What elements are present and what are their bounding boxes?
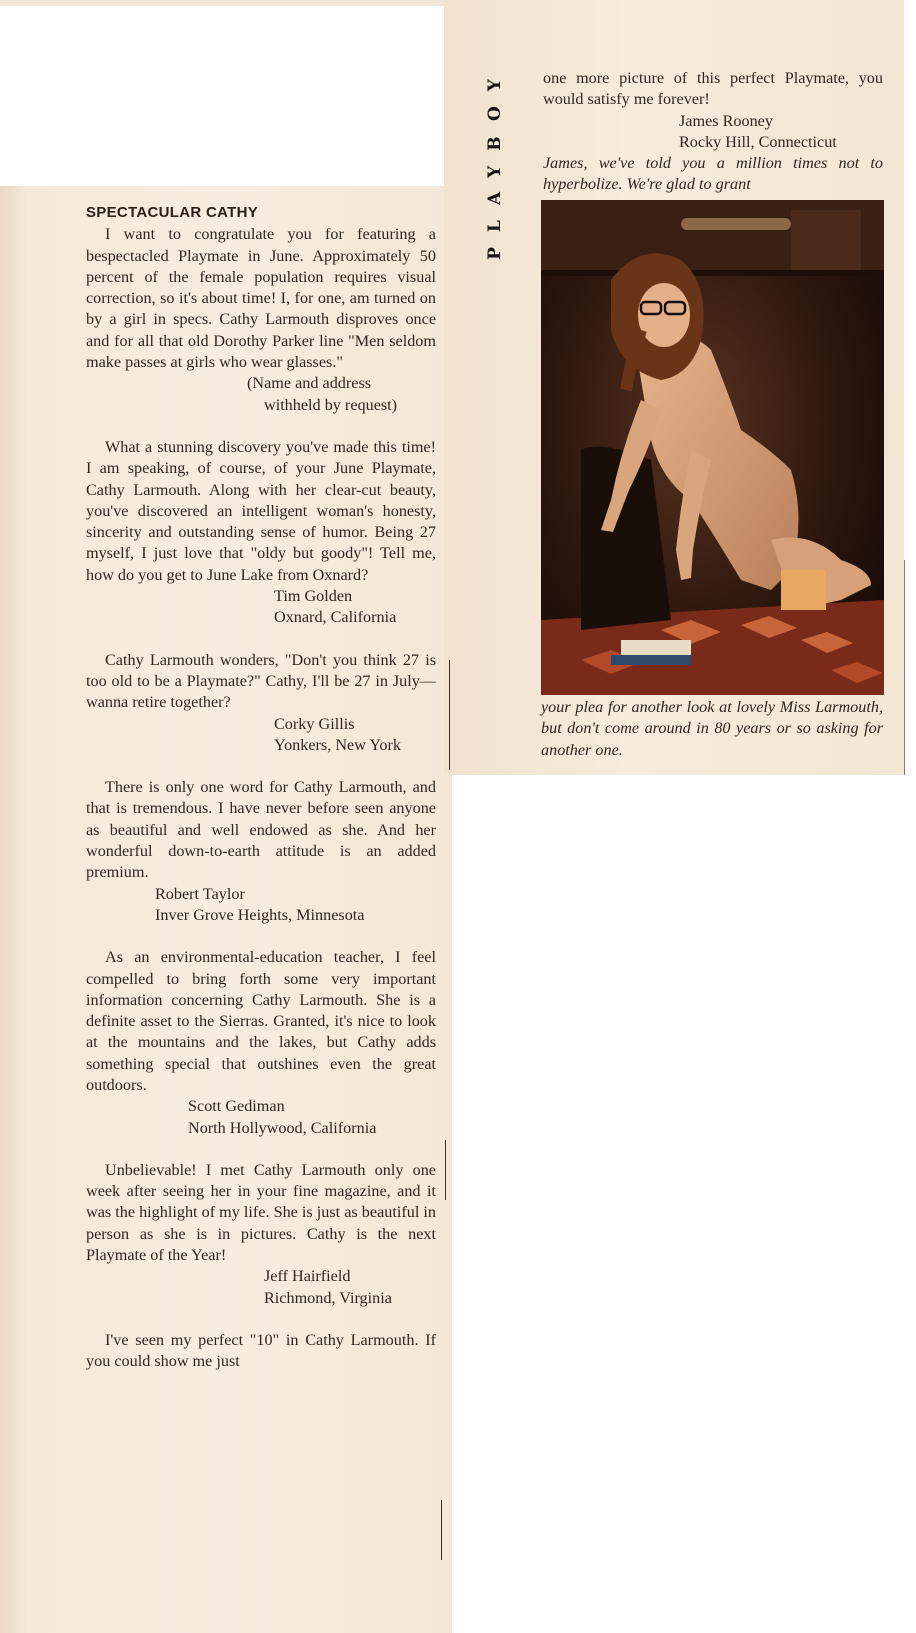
letter [86, 947, 436, 1139]
letter [86, 777, 436, 926]
column-rule [441, 1500, 442, 1560]
letter-body: Cathy Larmouth wonders, "Don't you think 27 is too old to be a Playmate?" Cathy, I'll be 27 in July—wanna retire together? [86, 650, 436, 712]
letter-body: What a stunning discovery you've made this time! I am speaking, of course, of your June Playmate, Cathy Larmouth. Along with her clear-cut beauty, you've discovered an intelligent woman's honesty, sincerity and outstanding sense of humor. Being 27 myself, I just love that "oldy but goody"! Tell me, how do you get to June Lake from Oxnard? [86, 437, 436, 584]
letters-column [86, 202, 436, 1373]
letter-signature-place: withheld by request) [264, 395, 398, 414]
letter-body: I've seen my perfect "10" in Cathy Larmouth. If you could show me just [86, 1330, 436, 1371]
letter-signature-name: (Name and address [247, 374, 372, 393]
letter-signature-name: Tim Golden [274, 587, 353, 606]
letter-signature-place: Inver Grove Heights, Minnesota [155, 905, 365, 924]
letter [86, 224, 436, 416]
letter-signature-name: Jeff Hairfield [264, 1267, 351, 1286]
page-edge-rule [904, 560, 905, 775]
section-heading: SPECTACULAR CATHY [86, 204, 259, 221]
letter-signature-place: Oxnard, California [274, 608, 397, 627]
letter [86, 1330, 436, 1373]
caption-text: your plea for another look at lovely Miss Larmouth, but don't come around in 80 years or so asking for another one. [541, 698, 883, 759]
letter-continuation [543, 68, 883, 196]
letter-body: There is only one word for Cathy Larmouth, and that is tremendous. I have never before seen anyone as beautiful and well endowed as she. And her wonderful down-to-earth attitude is an added premium. [86, 778, 436, 882]
letter-signature-name: James Rooney [679, 111, 773, 130]
letter-signature-place: North Hollywood, California [188, 1118, 377, 1137]
letter-signature-name: Robert Taylor [155, 884, 245, 903]
letter-signature-place: Richmond, Virginia [264, 1288, 392, 1307]
playmate-photo [541, 200, 884, 695]
letter [86, 437, 436, 629]
letter [86, 650, 436, 756]
letter-body: I want to congratulate you for featuring a bespectacled Playmate in June. Approximately 50 percent of the female population requires visual correction, so it's about time! I, for one, am turned on by a girl in specs. Cathy Larmouth disproves once and for all that old Dorothy Parker line "Men seldom make passes at girls who wear glasses." [86, 225, 436, 372]
letter [86, 1160, 436, 1309]
photo-caption [541, 697, 883, 761]
letter-signature-name: Scott Gediman [188, 1097, 285, 1116]
column-rule [445, 1140, 446, 1200]
letter-body-continued: one more picture of this perfect Playmate, you would satisfy me forever! [543, 69, 883, 109]
blank-region [0, 6, 444, 186]
letter-body: Unbelievable! I met Cathy Larmouth only one week after seeing her in your fine magazine, and it was the highlight of my life. She is just as beautiful in person as she is in pictures. Cathy is the next Playmate of the Year! [86, 1160, 436, 1265]
letter-signature-place: Rocky Hill, Connecticut [679, 132, 837, 151]
letter-signature-place: Yonkers, New York [274, 735, 401, 754]
letter-body: As an environmental-education teacher, I feel compelled to bring forth some very important information concerning Cathy Larmouth. She is a definite asset to the Sierras. Granted, it's nice to look at the mountains and the lakes, but Cathy adds something special that outshines even the great outdoors. [86, 948, 436, 1094]
photo-illustration [541, 200, 884, 695]
playboy-masthead: PLAYBOY [485, 64, 505, 260]
editor-reply: James, we've told you a million times not to hyperbolize. We're glad to grant [543, 154, 883, 194]
column-rule [449, 660, 450, 770]
letter-signature-name: Corky Gillis [274, 714, 355, 733]
